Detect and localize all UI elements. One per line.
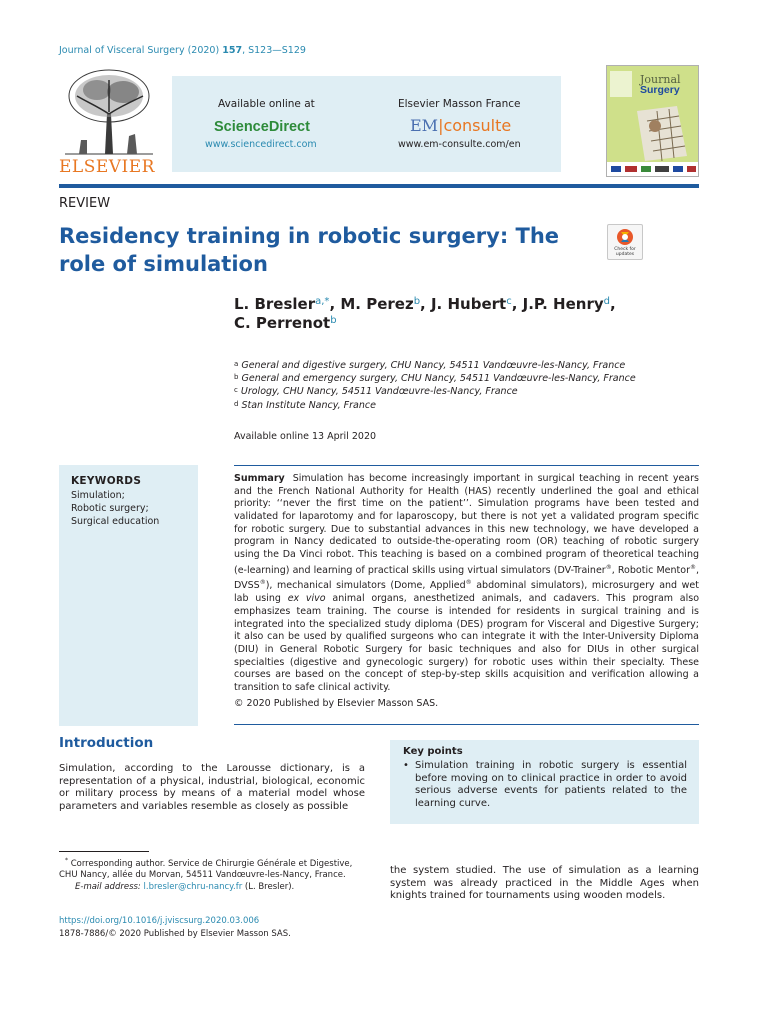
author-separator: , xyxy=(420,295,431,313)
footnote-star: * xyxy=(65,857,68,864)
email-suffix: (L. Bresler). xyxy=(242,881,295,892)
author-name: M. Perez xyxy=(340,295,414,313)
introduction-heading: Introduction xyxy=(59,735,154,751)
abstract-text: , Robotic Mentor xyxy=(611,564,690,576)
registered-mark: ® xyxy=(465,579,472,587)
keyword: Robotic surgery; xyxy=(71,503,149,514)
sciencedirect-link[interactable]: www.sciencedirect.com xyxy=(205,139,317,150)
key-points-heading: Key points xyxy=(403,746,463,757)
affiliation-mark: d xyxy=(234,400,239,408)
check-for-updates-button[interactable] xyxy=(607,224,643,260)
available-online-date: Available online 13 April 2020 xyxy=(234,431,377,442)
emconsulte-em: EM xyxy=(410,116,439,135)
publisher-label: Elsevier Masson France xyxy=(398,98,521,110)
key-point-item: Simulation training in robotic surgery is essential before moving on to clinical practice in order to avoid serious adverse events for patients related to the learning curve. xyxy=(415,760,687,809)
article-title: Residency training in robotic surgery: The role of simulation xyxy=(59,224,560,276)
abstract-italic: ex vivo xyxy=(287,593,326,605)
registered-mark: ® xyxy=(605,563,612,571)
journal-citation[interactable] xyxy=(59,45,306,56)
footnote-rule xyxy=(59,851,149,852)
affiliation-mark: b xyxy=(234,373,239,381)
abstract-copyright: © 2020 Published by Elsevier Masson SAS. xyxy=(234,698,439,709)
abstract-label: Summary xyxy=(234,473,285,484)
abstract-text: ), mechanical simulators (Dome, Applied xyxy=(265,580,466,592)
affiliation-text: Urology, CHU Nancy, 54511 Vandœuvre-les-Nancy, France xyxy=(240,386,518,397)
author-separator: , xyxy=(511,295,523,313)
affiliation-text: Stan Institute Nancy, France xyxy=(241,400,376,411)
abstract-text: animal organs, anesthetized animals, and cadavers. This program also emphasizes team training. The course is intended for residents in surgical training and is integrated into the specialized study diploma (DES) program for Visceral and Digestive Surgery; it also can be used by qualified surgeons who can integrate it with the Inter-University Diploma (DIU) in General Robotic Surgery for basic techniques and also for DIUs in other surgical specialties (digestive and gynecologic surgery) for robotic uses within their specialty. These courses are based on the concept of step-by-step skills acquisition and verification allowing a transition to safe clinical activity. xyxy=(234,593,700,693)
affiliation xyxy=(234,360,694,371)
author-email-link[interactable]: l.bresler@chru-nancy.fr xyxy=(143,881,243,892)
author-affiliation-mark[interactable]: b xyxy=(413,296,421,307)
abstract-top-rule xyxy=(234,465,699,466)
registered-mark: ® xyxy=(259,579,266,587)
affiliation-mark: c xyxy=(234,386,238,394)
cover-title-line2: Surgery xyxy=(640,84,680,96)
abstract-text: abdominal simulators), microsurgery and wet lab using xyxy=(234,580,700,605)
author-affiliation-mark[interactable]: a,* xyxy=(315,296,330,307)
author-separator: , xyxy=(610,295,616,313)
journal-pages: , S123—S129 xyxy=(242,45,306,56)
affiliation xyxy=(234,400,694,411)
introduction-continued: the system studied. The use of simulation as a learning system was already practiced in the Middle Ages when knights trained for tournaments using wooden models. xyxy=(390,865,699,902)
author-name: C. Perrenot xyxy=(234,314,331,332)
emconsulte-separator: | xyxy=(438,116,444,135)
introduction-paragraph: Simulation, according to the Larousse dictionary, is a representation of a physical, industrial, biological, economic or military process by means of a material model whose parameters and variables resemble as closely as possible xyxy=(59,763,365,812)
affiliation xyxy=(234,373,694,384)
abstract-bottom-rule xyxy=(234,724,699,725)
available-online-label: Available online at xyxy=(218,98,315,110)
header-divider xyxy=(59,184,699,188)
article-type: REVIEW xyxy=(59,196,111,211)
keyword: Surgical education xyxy=(71,516,160,527)
sciencedirect-logo[interactable]: ScienceDirect xyxy=(214,119,310,135)
author-name: J. Hubert xyxy=(430,295,507,313)
affiliation xyxy=(234,386,694,397)
author-affiliation-mark[interactable]: b xyxy=(330,315,337,326)
affiliation-text: General and emergency surgery, CHU Nancy, 54511 Vandœuvre-les-Nancy, France xyxy=(241,373,636,384)
affiliation-mark: a xyxy=(234,360,239,368)
footnote xyxy=(59,855,365,893)
issn-line: 1878-7886/© 2020 Published by Elsevier Masson SAS. xyxy=(59,929,291,939)
emconsulte-logo[interactable] xyxy=(410,116,511,135)
author-name: J.P. Henry xyxy=(522,295,604,313)
author-separator: , xyxy=(329,295,341,313)
keywords-heading: KEYWORDS xyxy=(71,475,142,487)
cover-title-line1: Journal xyxy=(640,73,681,86)
affiliation-text: General and digestive surgery, CHU Nancy, 54511 Vandœuvre-les-Nancy, France xyxy=(241,360,626,371)
elsevier-wordmark: ELSEVIER xyxy=(59,157,155,177)
corresponding-author-note: Corresponding author. Service de Chirurgie Générale et Digestive, CHU Nancy, allée du Morvan, 54511 Vandœuvre-les-Nancy, France. xyxy=(59,858,353,881)
registered-mark: ® xyxy=(689,563,696,571)
journal-name: Journal of Visceral Surgery (2020) xyxy=(59,45,223,56)
author-list xyxy=(234,295,674,333)
journal-volume: 157 xyxy=(222,45,243,56)
bullet-icon: • xyxy=(403,760,409,771)
author-affiliation-mark[interactable]: c xyxy=(506,296,512,307)
doi-link[interactable]: https://doi.org/10.1016/j.jviscsurg.2020.03.006 xyxy=(59,916,260,926)
abstract-text: Simulation has become increasingly important in surgical teaching in recent years and the French National Authority for Health (HAS) recently underlined the goal and ethical priority: ‘‘never the first time on the patient’’. Simulation programs have been tested and validated for laparotomy and for laparoscopy, but there is not yet a validated program specific for robotic surgery. Due to substantial advances in this new technology, we have developed a program in Nancy dedicated to outside-the-operating room (OR) teaching of robotic surgery using the Da Vinci robot. This teaching is based on a combined program of theoretical teaching (e-learning) and learning of practical skills using virtual simulators (DV-Trainer xyxy=(234,473,699,576)
check-for-updates-label: Check for updates xyxy=(614,247,636,257)
abstract-body xyxy=(234,473,699,694)
emconsulte-link[interactable]: www.em-consulte.com/en xyxy=(398,139,521,150)
author-name: L. Bresler xyxy=(234,295,316,313)
emconsulte-consulte: consulte xyxy=(443,116,512,135)
author-affiliation-mark[interactable]: d xyxy=(603,296,610,307)
abstract-text: , DVSS xyxy=(234,564,700,592)
email-label: E-mail address: xyxy=(75,881,141,892)
keyword: Simulation; xyxy=(71,490,125,501)
